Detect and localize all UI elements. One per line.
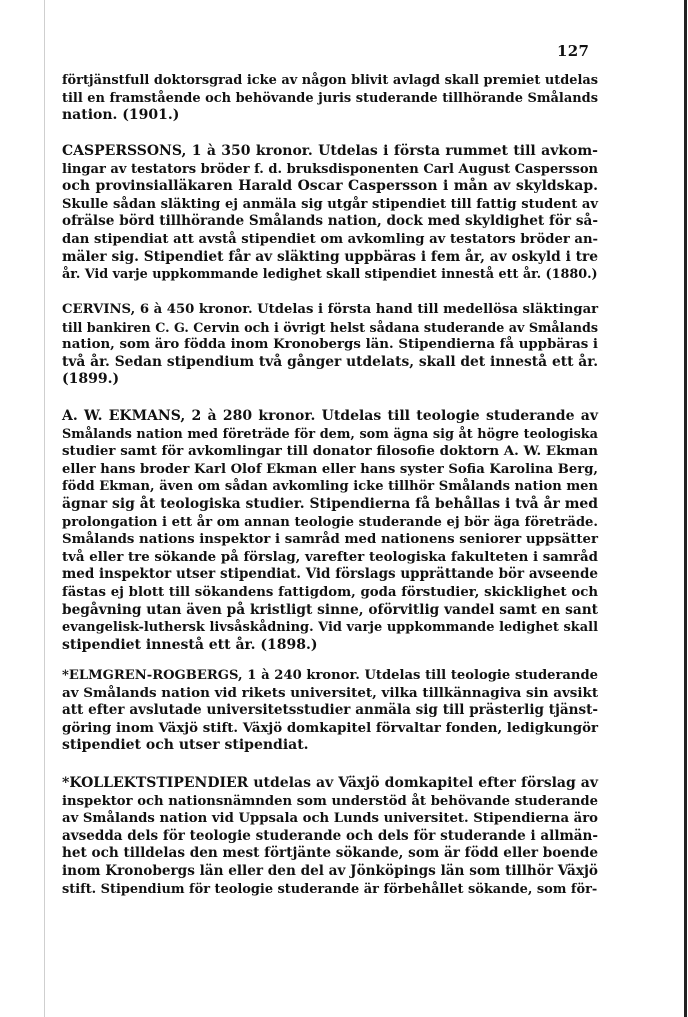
text-line: år. Vid varje uppkommande ledighet skall stipendiet innestå ett år. (1880.) <box>62 267 598 283</box>
text-line: inom Kronobergs län eller den del av Jönköpings län som tillhör Växjö <box>62 862 598 879</box>
text-line: *KOLLEKTSTIPENDIER utdelas av Växjö domkapitel efter förslag av <box>62 775 598 791</box>
page-left-edge <box>44 0 45 1017</box>
paragraph-casperssons <box>62 143 598 284</box>
text-line: ägnar sig åt teologiska studier. Stipendierna få behållas i två år med <box>62 495 598 512</box>
text-line: två eller tre sökande på förslag, varefter teologiska fakulteten i samråd <box>62 548 598 565</box>
text-line: göring inom Växjö stift. Växjö domkapitel förvaltar fonden, ledigkungör <box>62 719 598 736</box>
text-line: evangelisk-luthersk livsåskådning. Vid varje uppkommande ledighet skall <box>62 620 598 636</box>
text-line: med inspektor utser stipendiat. Vid förslags upprättande bör avseende <box>62 566 598 583</box>
text-line: stipendiet och utser stipendiat. <box>62 737 309 754</box>
paragraph-kollektstipendier <box>62 775 598 898</box>
text-line: nation. (1901.) <box>62 107 180 124</box>
text-line: till bankiren C. G. Cervin och i övrigt helst sådana studerande av Smålands <box>62 319 598 335</box>
text-line: A. W. EKMANS, 2 à 280 kronor. Utdelas till teologie studerande av <box>62 408 598 424</box>
text-line: stipendiet innestå ett år. (1898.) <box>62 636 318 653</box>
text-line: och provinsialläkaren Harald Oscar Caspersson i mån av skyldskap. <box>62 178 598 195</box>
text-line: CERVINS, 6 à 450 kronor. Utdelas i första hand till medellösa släktingar <box>62 302 599 317</box>
text-line: het och tilldelas den mest förtjänte sökande, som är född eller boende <box>62 845 598 862</box>
text-line: fästas ej blott till sökandens fattigdom, goda förstudier, skicklighet och <box>62 584 598 600</box>
text-line: Skulle sådan släkting ej anmäla sig utgår stipendiet till fattig student av <box>62 196 598 212</box>
text-line: Smålands nation med företräde för dem, som ägna sig åt högre teologiska <box>62 426 598 442</box>
paragraph-ekmans <box>62 408 598 654</box>
paragraph-continuation <box>62 72 598 125</box>
text-line: av Smålands nation vid rikets universitet, vilka tillkännagiva sin avsikt <box>62 684 599 701</box>
text-line: eller hans broder Karl Olof Ekman eller hans syster Sofia Karolina Berg, <box>62 461 598 477</box>
text-line: född Ekman, även om sådan avkomling icke tillhör Smålands nation men <box>62 479 598 495</box>
text-line: prolongation i ett år om annan teologie studerande ej bör äga företräde. <box>62 514 598 530</box>
text-line: inspektor och nationsnämnden som understöd åt behövande studerande <box>62 793 598 809</box>
page-number: 127 <box>557 42 590 60</box>
text-line: CASPERSSONS, 1 à 350 kronor. Utdelas i första rummet till avkom- <box>62 143 598 159</box>
text-line: Smålands nations inspektor i samråd med nationens seniorer uppsätter <box>62 532 598 548</box>
page-right-edge <box>684 0 687 1017</box>
text-line: begåvning utan även på kristligt sinne, oförvitlig vandel samt en sant <box>62 601 598 618</box>
paragraph-elmgren-rogbergs <box>62 667 598 755</box>
text-line: (1899.) <box>62 371 120 388</box>
text-line: studier samt för avkomlingar till donator filosofie doktorn A. W. Ekman <box>62 443 598 460</box>
text-line: lingar av testators bröder f. d. bruksdisponenten Carl August Caspersson <box>62 161 599 177</box>
text-line: att efter avslutade universitetsstudier anmäla sig till prästerlig tjänst- <box>62 702 598 719</box>
text-line: förtjänstfull doktorsgrad icke av någon blivit avlagd skall premiet utdelas <box>62 73 598 88</box>
text-line: mäler sig. Stipendiet får av släkting uppbäras i fem år, av oskyld i tre <box>62 248 598 265</box>
text-line: dan stipendiat att avstå stipendiet om avkomling av testators bröder an- <box>62 231 598 247</box>
text-line: ofrälse börd tillhörande Smålands nation, dock med skyldighet för så- <box>62 213 598 230</box>
paragraph-cervins <box>62 301 598 389</box>
text-line: av Smålands nation vid Uppsala och Lunds universitet. Stipendierna äro <box>62 811 598 827</box>
text-line: till en framstående och behövande juris studerande tillhörande Smålands <box>62 90 598 106</box>
text-line: avsedda dels för teologie studerande och dels för studerande i allmän- <box>62 827 598 844</box>
text-line: nation, som äro födda inom Kronobergs län. Stipendierna få uppbäras i <box>62 336 598 353</box>
text-line: stift. Stipendium för teologie studerande är förbehållet sökande, som för- <box>62 881 598 897</box>
text-line: *ELMGREN-ROGBERGS, 1 à 240 kronor. Utdelas till teologie studerande <box>62 668 598 683</box>
text-line: två år. Sedan stipendium två gånger utdelats, skall det innestå ett år. <box>62 353 598 370</box>
